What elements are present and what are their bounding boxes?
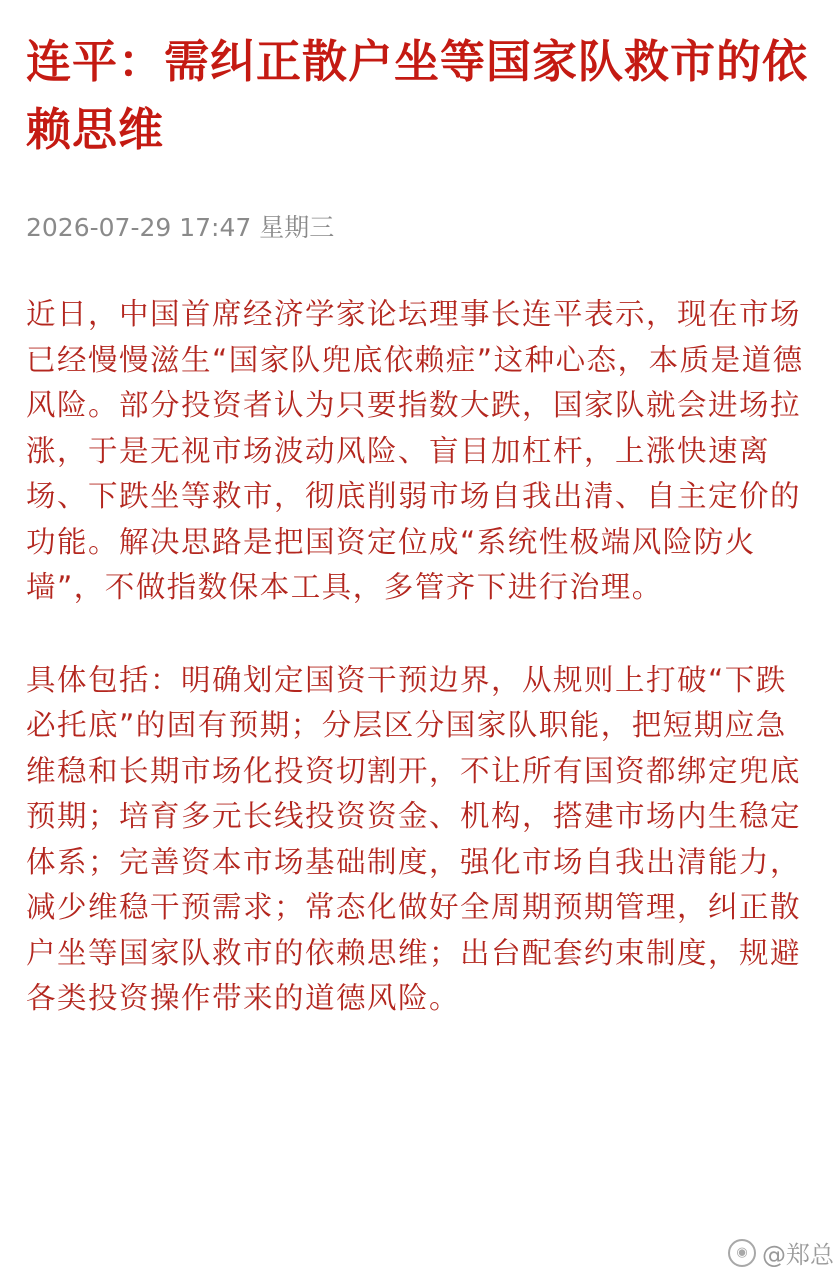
weibo-icon: ◉ — [728, 1239, 756, 1267]
article-date: 2026-07-29 17:47 星期三 — [26, 213, 335, 242]
weibo-watermark — [728, 1235, 834, 1270]
article-paragraph: 具体包括：明确划定国资干预边界，从规则上打破“下跌必托底”的固有预期；分层区分国家队职能，把短期应急维稳和长期市场化投资切割开，不让所有国资都绑定兜底预期；培育多元长线投资资金、机构，搭建市场内生稳定体系；完善资本市场基础制度，强化市场自我出清能力，减少维稳干预需求；常态化做好全周期预期管理，纠正散户坐等国家队救市的依赖思维；出台配套约束制度，规避各类投资操作带来的道德风险。 — [26, 662, 802, 1015]
article-title: 连平：需纠正散户坐等国家队救市的依赖思维 — [26, 35, 809, 156]
watermark-text: @郑总 — [762, 1241, 834, 1269]
article-paragraph: 近日，中国首席经济学家论坛理事长连平表示，现在市场已经慢慢滋生“国家队兜底依赖症”这种心态，本质是道德风险。部分投资者认为只要指数大跌，国家队就会进场拉涨，于是无视市场波动风险、盲目加杠杆，上涨快速离场、下跌坐等救市，彻底削弱市场自我出清、自主定价的功能。解决思路是把国资定位成“系统性极端风险防火墙”，不做指数保本工具，多管齐下进行治理。 — [26, 297, 804, 604]
